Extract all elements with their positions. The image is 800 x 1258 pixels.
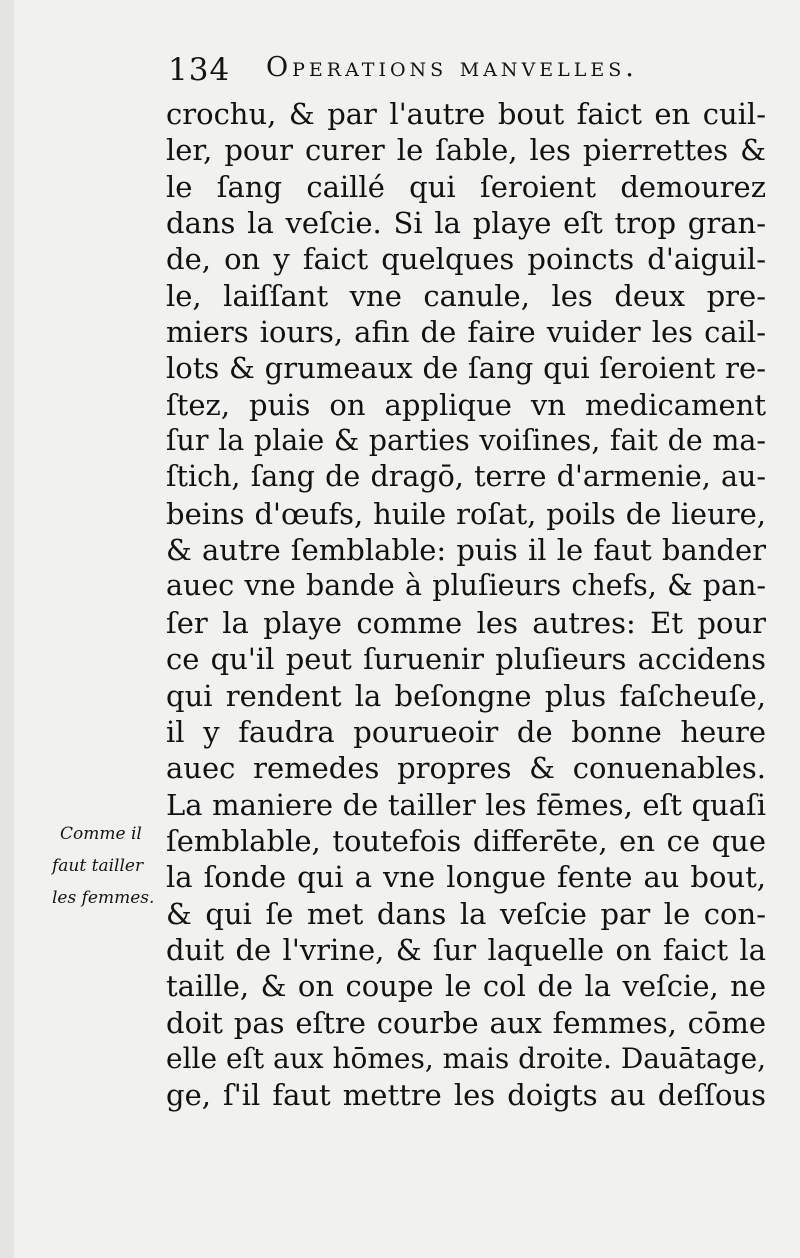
text-line: le, laiſſant vne canule, les deux pre- (166, 278, 766, 313)
margin-note-line: les femmes. (52, 888, 155, 908)
text-line: duit de l'vrine, & ſur laquelle on faict la (166, 932, 766, 967)
text-line: la ſonde qui a vne longue fente au bout, (166, 860, 766, 895)
text-line: le ſang caillé qui ſeroient demourez (166, 169, 766, 204)
margin-note (40, 818, 180, 914)
text-line: auec remedes propres & conuenables. (166, 751, 766, 786)
text-line: crochu, & par l'autre bout faict en cuil- (166, 97, 766, 131)
text-line: La maniere de tailler les fēmes, eſt quaſi (166, 787, 766, 822)
text-line: & qui ſe met dans la veſcie par le con- (166, 896, 766, 931)
margin-note-line: Comme il (60, 824, 142, 844)
text-line: ſtich, ſang de dragō, terre d'armenie, au- (166, 460, 766, 494)
text-line: ſemblable, toutefois differēte, en ce que (166, 823, 766, 858)
text-line: qui rendent la beſongne plus faſcheuſe, (166, 678, 766, 713)
text-line: miers iours, afin de faire vuider les cail- (166, 315, 766, 350)
text-line: doit pas eſtre courbe aux femmes, cōme (166, 1005, 766, 1040)
text-line: lots & grumeaux de ſang qui ſeroient re- (166, 351, 766, 386)
text-line: taille, & on coupe le col de la veſcie, ne (166, 969, 766, 1004)
text-line: & autre ſemblable: puis il le faut bander (166, 533, 766, 568)
page-header (168, 52, 728, 92)
page-number: 134 (168, 52, 231, 88)
text-line: il y faudra pourueoir de bonne heure (166, 714, 766, 749)
text-line: ſtez, puis on applique vn medicament (166, 387, 766, 422)
text-line: ſer la playe comme les autres: Et pour (166, 605, 766, 640)
text-line: ge, ſ'il faut mettre les doigts au deſſous (166, 1078, 766, 1113)
text-line: beins d'œufs, huile roſat, poils de lieure, (166, 496, 766, 531)
text-line: auec vne bande à pluſieurs chefs, & pan- (166, 569, 766, 603)
text-line: de, on y faict quelques poincts d'aiguil- (166, 242, 766, 277)
margin-note-line: faut tailler (52, 856, 144, 876)
text-line: dans la veſcie. Si la playe eſt trop gran- (166, 206, 766, 241)
body-text (166, 96, 766, 1114)
page-edge-shadow (0, 0, 14, 1258)
text-line: elle eſt aux hōmes, mais droite. Dauātage, (166, 1041, 766, 1075)
text-line: ler, pour curer le ſable, les pierrettes & (166, 133, 766, 168)
text-line: ſur la plaie & parties voiſines, fait de ma- (166, 424, 766, 458)
text-line: ce qu'il peut ſuruenir pluſieurs accidens (166, 642, 766, 677)
running-head: Operations manvelles. (266, 52, 638, 83)
